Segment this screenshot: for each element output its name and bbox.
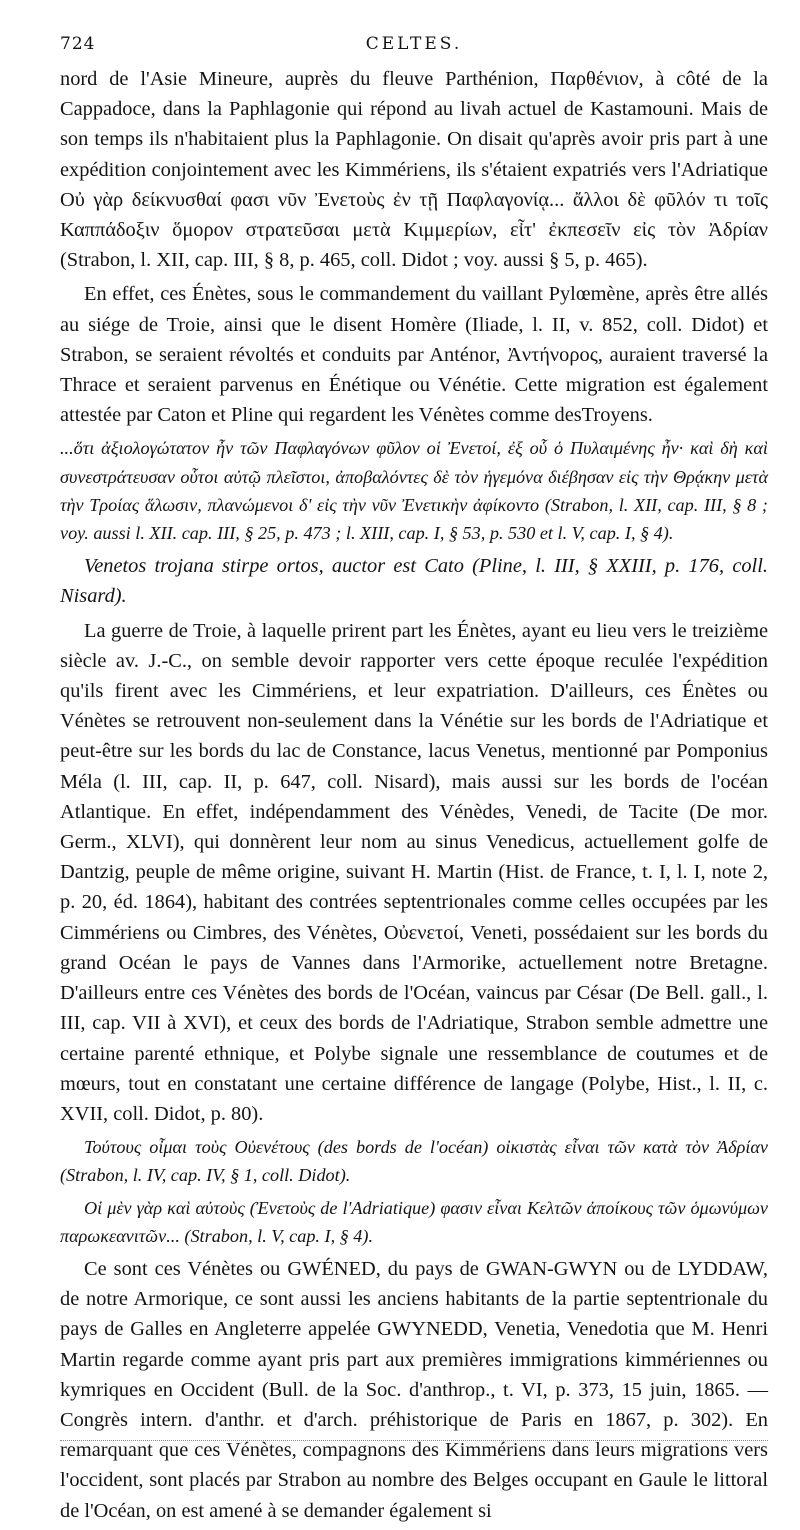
greek-quotation: Τούτους οἶμαι τοὺς Οὐενέτους (des bords de l'océan) οἰκιστὰς εἶναι τῶν κατὰ τὸν Ἀδρίαν (Strabon, l. IV, cap. IV, § 1, coll. Didot). <box>60 1137 768 1186</box>
running-head: CELTES. <box>365 34 463 54</box>
paragraph: La guerre de Troie, à laquelle prirent part les Énètes, ayant eu lieu vers le treizième siècle av. J.-C., on semble devoir rapporter vers cette époque reculée l'expédition qu'ils firent avec les Cimmériens, et leur expatriation. D'ailleurs, ces Énètes ou Vénètes se retrouvent non-seulement dans la Vénétie sur les bords de l'Adriatique et peut-être sur les bords du lac de Constance, lacus Venetus, mentionné par Pomponius Méla (l. III, cap. II, p. 647, coll. Nisard), mais aussi sur les bords de l'océan Atlantique. En effet, indépendamment des Vénèdes, Venedi, de Tacite (De mor. Germ., XLVI), qui donnèrent leur nom au sinus Venedicus, actuellement golfe de Dantzig, peuple de même origine, suivant H. Martin (Hist. de France, t. I, l. I, note 2, p. 20, éd. 1864), habitant des contrées septentrionales comme celles occupées par les Cimmériens ou Cimbres, des Vénètes, Οὐενετοί, Veneti, possédaient sur les bords du grand Océan le pays de Vannes dans l'Armorike, actuellement notre Bretagne. D'ailleurs entre ces Vénètes des bords de l'Océan, vaincus par César (De Bell. gall., l. III, cap. VII à XVI), et ceux des bords de l'Adriatique, Strabon semble admettre une certaine parenté ethnique, et Polybe signale une ressemblance de coutumes et de mœurs, tout en constatant une certaine différence de langage (Polybe, Hist., l. II, c. XVII, coll. Didot, p. 80). <box>60 619 768 1125</box>
greek-quotation: ...ὅτι ἀξιολογώτατον ἦν τῶν Παφλαγόνων φῦλον οἱ Ἐνετοί, ἐξ οὗ ὁ Πυλαιμένης ἦν· καὶ δὴ καὶ συνεστράτευσαν οὗτοι αὐτῷ πλεῖστοι, ἀποβαλόντες δὲ τὸν ἡγεμόνα διέβησαν εἰς τὴν Θρᾴκην μετὰ τὴν Τροίας ἅλωσιν, πλανώμενοι δ' εἰς τὴν νῦν Ἐνετικὴν ἀφίκοντο (Strabon, l. XII, cap. III, § 8 ; voy. aussi l. XII. cap. III, § 25, p. 473 ; l. XIII, cap. I, § 53, p. 530 et l. V, cap. I, § 4). <box>60 438 768 544</box>
greek-quotation: Οἱ μὲν γὰρ καὶ αὐτοὺς (Ἐνετοὺς de l'Adriatique) φασιν εἶναι Κελτῶν ἀποίκους τῶν ὁμωνύμων παρωκεανιτῶν... (Strabon, l. V, cap. I, § 4). <box>60 1197 768 1246</box>
body-text <box>60 64 768 1526</box>
document-page <box>60 28 768 1530</box>
paragraph: nord de l'Asie Mineure, auprès du fleuve Parthénion, Παρθένιον, à côté de la Cappadoce, dans la Paphlagonie qui répond au livah actuel de Kastamouni. Mais de son temps ils n'habitaient plus la Paphlagonie. On disait qu'après avoir pris part à une expédition conjointement avec les Kimmériens, ils s'étaient expatriés vers l'Adriatique Οὐ γὰρ δείκνυσθαί φασι νῦν Ἐνετοὺς ἐν τῇ Παφλαγονίᾳ... ἄλλοι δὲ φῦλόν τι τοῖς Καππάδοξιν ὅμορον στρατεῦσαι μετὰ Κιμμερίων, εἶτ' ἐκπεσεῖν εἰς τὸν Ἀδρίαν (Strabon, l. XII, cap. III, § 8, p. 465, coll. Didot ; voy. aussi § 5, p. 465). <box>60 68 768 272</box>
page-number: 724 <box>60 34 96 54</box>
page-header <box>60 28 768 58</box>
footer-rule <box>60 1440 768 1441</box>
latin-quotation: Venetos trojana stirpe ortos, auctor est Cato (Pline, l. III, § XXIII, p. 176, coll. Nisard). <box>60 555 768 608</box>
paragraph: Ce sont ces Vénètes ou GWÉNED, du pays de GWAN-GWYN ou de LYDDAW, de notre Armorique, ce sont aussi les anciens habitants de la partie septentrionale du pays de Galles en Angleterre appelée GWYNEDD, Venetia, Venedotia que M. Henri Martin regarde comme ayant pris part aux premières immigrations kimmériennes ou kymriques en Occident (Bull. de la Soc. d'anthrop., t. VI, p. 373, 15 juin, 1865. — Congrès intern. d'anthr. et d'arch. préhistorique de Paris en 1867, p. 302). En remarquant que ces Vénètes, compagnons des Kimmériens dans leurs migrations vers l'occident, sont placés par Strabon au nombre des Belges occupant en Gaule le littoral de l'Océan, on est amené à se demander également si <box>60 1257 768 1522</box>
paragraph: En effet, ces Énètes, sous le commandement du vaillant Pylœmène, après être allés au siége de Troie, ainsi que le disent Homère (Iliade, l. II, v. 852, coll. Didot) et Strabon, se seraient révoltés et conduits par Anténor, Ἀντήνορος, auraient traversé la Thrace et seraient parvenus en Énétique ou Vénétie. Cette migration est également attestée par Caton et Pline qui regardent les Vénètes comme desTroyens. <box>60 283 768 427</box>
